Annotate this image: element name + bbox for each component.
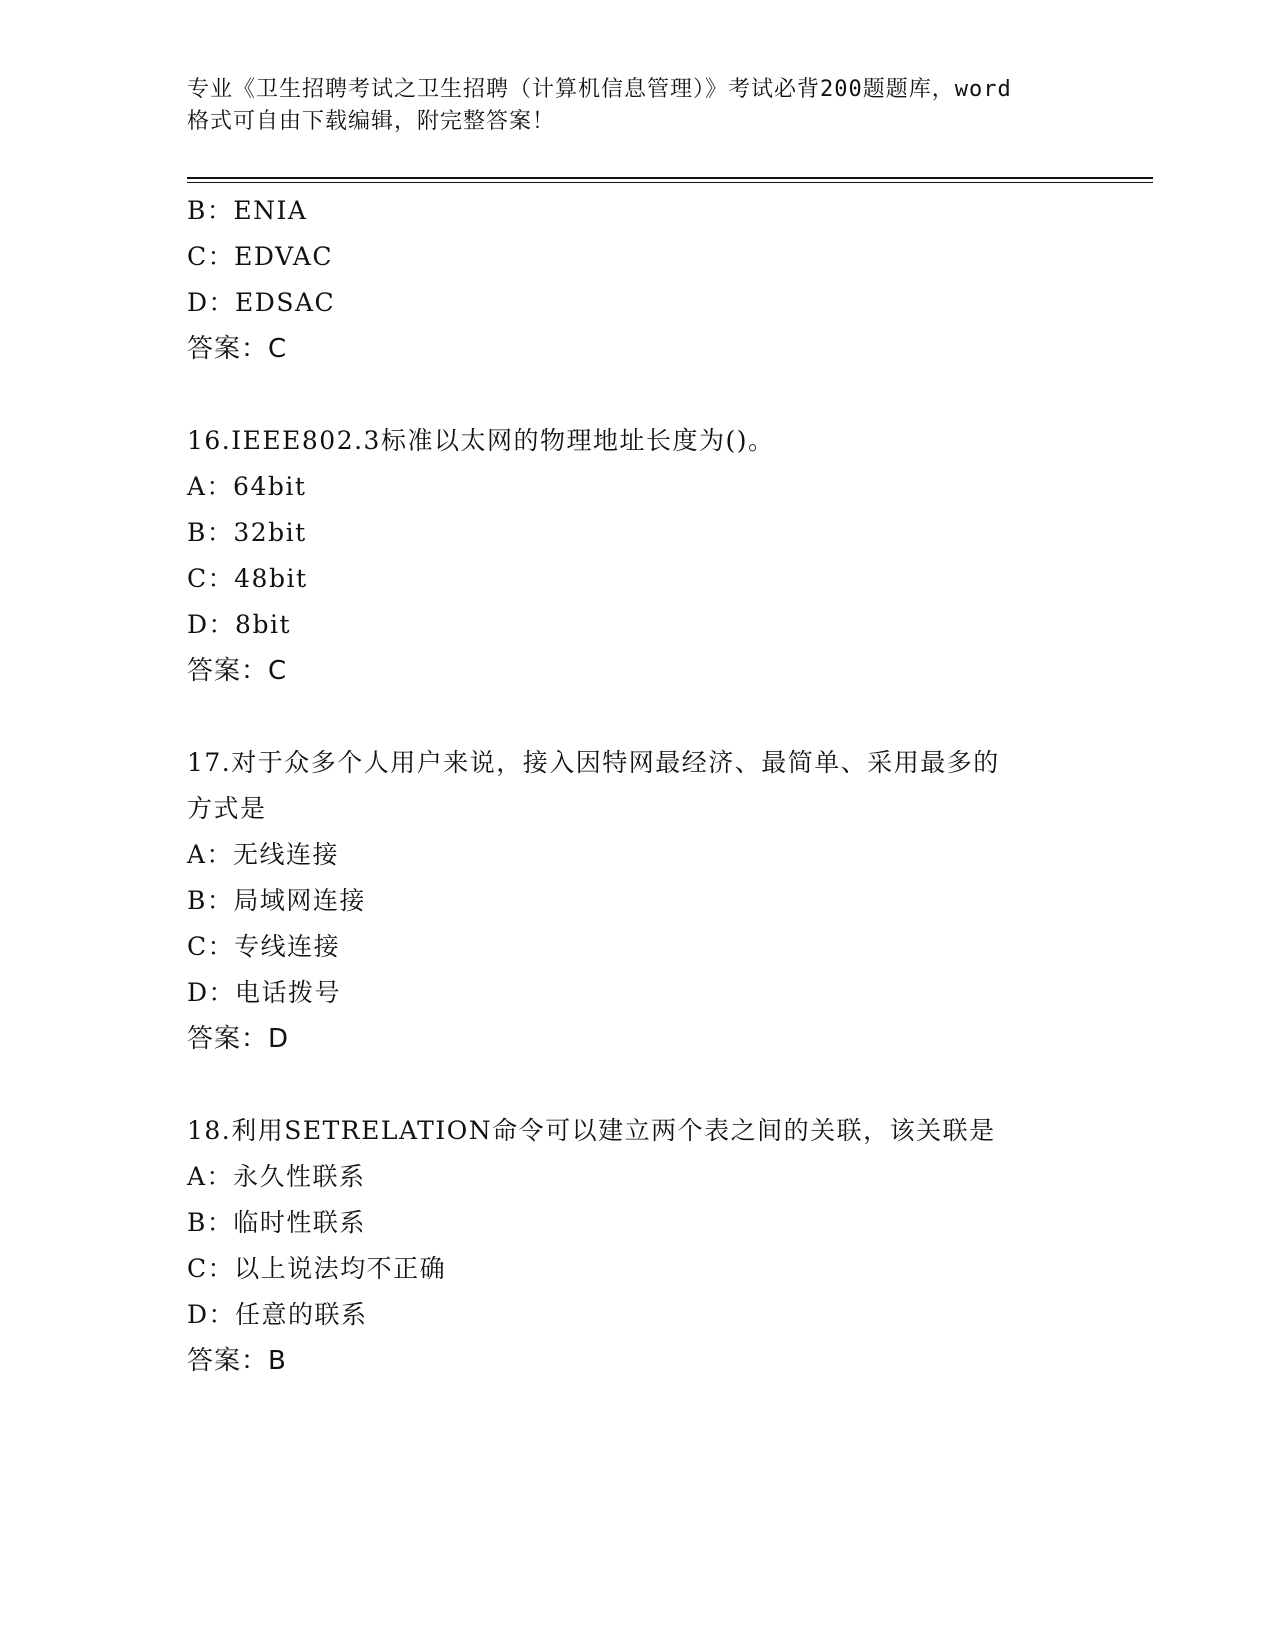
header-divider-thick: [187, 177, 1153, 179]
question-18: [187, 1108, 1087, 1384]
spacer: [187, 1062, 1087, 1108]
question-17: [187, 740, 1087, 1062]
q18-option-d: D：任意的联系: [187, 1300, 368, 1329]
q15-option-c: C：EDVAC: [187, 242, 334, 271]
q17-question-line-2: 方式是: [187, 794, 267, 823]
q17-option-b: B：局域网连接: [187, 886, 366, 915]
q16-option-b: B：32bit: [187, 518, 307, 547]
q17-option-c: C：专线连接: [187, 932, 341, 961]
q16-option-c: C：48bit: [187, 564, 308, 593]
q16-option-d: D：8bit: [187, 610, 291, 639]
spacer: [187, 694, 1087, 740]
q17-option-a: A：无线连接: [187, 840, 340, 869]
header-line-1: 专业《卫生招聘考试之卫生招聘（计算机信息管理）》考试必背200题题库，word: [187, 77, 1012, 102]
q17-question-line-1: 17.对于众多个人用户来说，接入因特网最经济、最简单、采用最多的: [187, 748, 1000, 777]
question-16: [187, 418, 1087, 694]
header-divider-thin: [187, 182, 1153, 183]
q15-answer: 答案：C: [187, 334, 288, 364]
q18-option-c: C：以上说法均不正确: [187, 1254, 447, 1283]
q18-answer: 答案：B: [187, 1346, 287, 1376]
q15-option-b: B：ENIA: [187, 196, 308, 225]
q17-option-d: D：电话拨号: [187, 978, 342, 1007]
q15-option-d: D：EDSAC: [187, 288, 336, 317]
spacer: [187, 372, 1087, 418]
q18-option-b: B：临时性联系: [187, 1208, 366, 1237]
q16-option-a: A：64bit: [187, 472, 307, 501]
q18-option-a: A：永久性联系: [187, 1162, 366, 1191]
q17-answer: 答案：D: [187, 1024, 290, 1054]
q16-question: 16.IEEE802.3标准以太网的物理地址长度为()。: [187, 426, 775, 455]
q16-answer: 答案：C: [187, 656, 288, 686]
document-header: [187, 74, 1087, 138]
question-15-continuation: [187, 188, 1087, 372]
header-line-2: 格式可自由下载编辑，附完整答案！: [187, 109, 556, 134]
question-list: [187, 188, 1087, 1384]
q18-question: 18.利用SETRELATION命令可以建立两个表之间的关联，该关联是: [187, 1116, 996, 1145]
